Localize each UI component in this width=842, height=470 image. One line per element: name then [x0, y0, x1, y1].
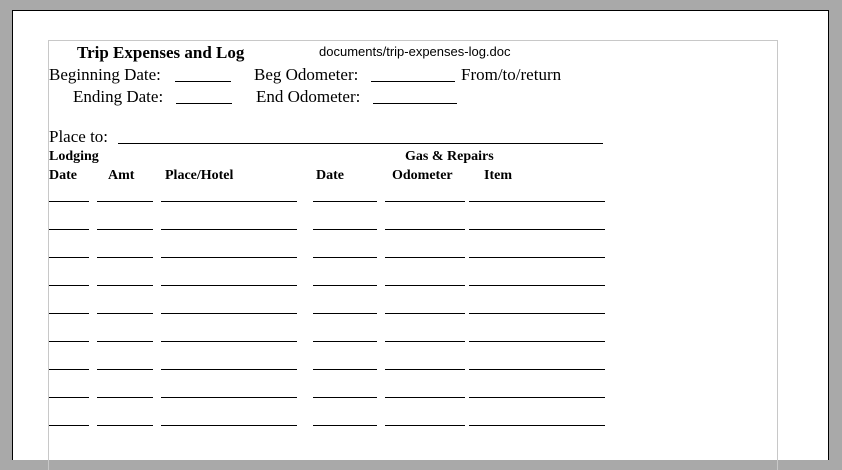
row-blank-date[interactable] — [49, 425, 89, 426]
row-blank-item[interactable] — [469, 397, 605, 398]
col-header-gas-date: Date — [316, 168, 344, 183]
row-blank-date[interactable] — [49, 397, 89, 398]
gas-repairs-section-header: Gas & Repairs — [405, 149, 494, 164]
row-blank-item[interactable] — [469, 257, 605, 258]
row-blank-amt[interactable] — [97, 425, 153, 426]
row-blank-odometer[interactable] — [385, 201, 465, 202]
ending-date-blank[interactable] — [176, 103, 232, 104]
row-blank-item[interactable] — [469, 313, 605, 314]
row-blank-place-hotel[interactable] — [161, 257, 297, 258]
row-blank-gas-date[interactable] — [313, 369, 377, 370]
col-header-item: Item — [484, 168, 512, 183]
row-blank-gas-date[interactable] — [313, 397, 377, 398]
document-page — [12, 10, 829, 460]
place-to-label: Place to: — [49, 127, 109, 146]
from-to-return-label: From/to/return — [461, 65, 562, 84]
beg-odometer-label: Beg Odometer: — [254, 65, 359, 84]
row-blank-odometer[interactable] — [385, 257, 465, 258]
row-blank-amt[interactable] — [97, 313, 153, 314]
row-blank-item[interactable] — [469, 369, 605, 370]
row-blank-odometer[interactable] — [385, 285, 465, 286]
row-blank-item[interactable] — [469, 285, 605, 286]
lodging-section-header: Lodging — [49, 149, 99, 164]
row-blank-gas-date[interactable] — [313, 313, 377, 314]
row-blank-gas-date[interactable] — [313, 425, 377, 426]
row-blank-odometer[interactable] — [385, 313, 465, 314]
row-blank-item[interactable] — [469, 229, 605, 230]
row-blank-amt[interactable] — [97, 257, 153, 258]
row-blank-gas-date[interactable] — [313, 285, 377, 286]
row-blank-odometer[interactable] — [385, 369, 465, 370]
row-blank-date[interactable] — [49, 369, 89, 370]
place-to-blank[interactable] — [118, 143, 603, 144]
row-blank-item[interactable] — [469, 425, 605, 426]
row-blank-gas-date[interactable] — [313, 229, 377, 230]
col-header-date: Date — [49, 168, 77, 183]
row-blank-item[interactable] — [469, 201, 605, 202]
col-header-odometer: Odometer — [392, 168, 453, 183]
row-blank-date[interactable] — [49, 341, 89, 342]
row-blank-amt[interactable] — [97, 229, 153, 230]
end-odometer-blank[interactable] — [373, 103, 457, 104]
row-blank-place-hotel[interactable] — [161, 201, 297, 202]
row-blank-date[interactable] — [49, 257, 89, 258]
row-blank-gas-date[interactable] — [313, 257, 377, 258]
row-blank-odometer[interactable] — [385, 341, 465, 342]
row-blank-odometer[interactable] — [385, 425, 465, 426]
row-blank-place-hotel[interactable] — [161, 397, 297, 398]
row-blank-place-hotel[interactable] — [161, 285, 297, 286]
row-blank-amt[interactable] — [97, 397, 153, 398]
row-blank-odometer[interactable] — [385, 397, 465, 398]
col-header-amt: Amt — [108, 168, 135, 183]
row-blank-date[interactable] — [49, 201, 89, 202]
row-blank-item[interactable] — [469, 341, 605, 342]
col-header-place-hotel: Place/Hotel — [165, 168, 234, 183]
beg-odometer-blank[interactable] — [371, 81, 455, 82]
row-blank-date[interactable] — [49, 313, 89, 314]
row-blank-place-hotel[interactable] — [161, 425, 297, 426]
row-blank-date[interactable] — [49, 285, 89, 286]
row-blank-place-hotel[interactable] — [161, 229, 297, 230]
beginning-date-blank[interactable] — [175, 81, 231, 82]
row-blank-place-hotel[interactable] — [161, 341, 297, 342]
beginning-date-label: Beginning Date: — [49, 65, 161, 84]
row-blank-gas-date[interactable] — [313, 341, 377, 342]
row-blank-date[interactable] — [49, 229, 89, 230]
row-blank-place-hotel[interactable] — [161, 369, 297, 370]
end-odometer-label: End Odometer: — [256, 87, 361, 106]
row-blank-amt[interactable] — [97, 201, 153, 202]
row-blank-amt[interactable] — [97, 285, 153, 286]
row-blank-place-hotel[interactable] — [161, 313, 297, 314]
document-title: Trip Expenses and Log — [77, 43, 245, 62]
row-blank-amt[interactable] — [97, 341, 153, 342]
row-blank-odometer[interactable] — [385, 229, 465, 230]
row-blank-gas-date[interactable] — [313, 201, 377, 202]
file-path: documents/trip-expenses-log.doc — [319, 44, 511, 59]
row-blank-amt[interactable] — [97, 369, 153, 370]
ending-date-label: Ending Date: — [73, 87, 164, 106]
